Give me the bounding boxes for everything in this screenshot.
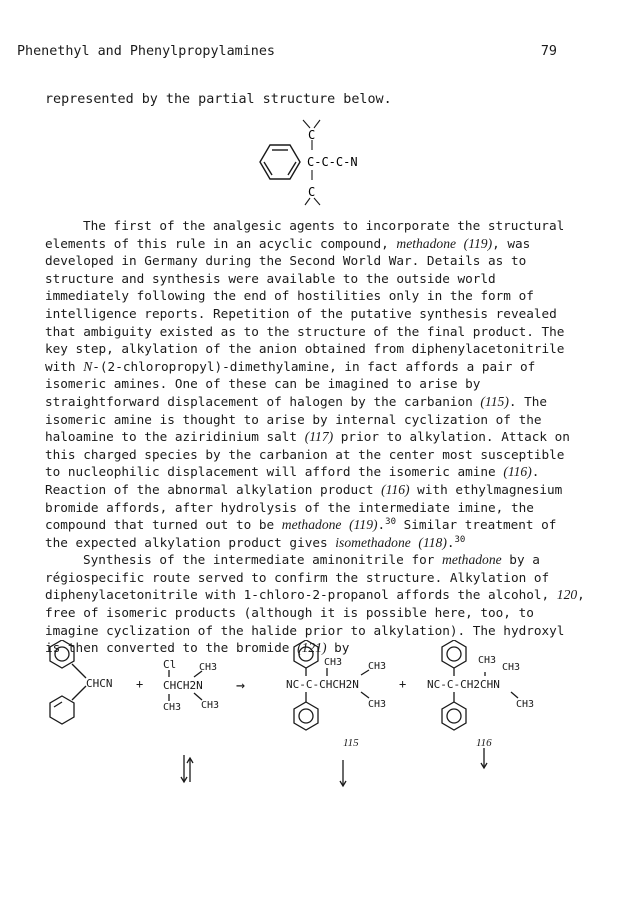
text-run: by a régiospecific route served to confirm the structure. Alkylation of diphenylacetonitrile with 1-chloro-2-propanol affords the alcohol, [45, 552, 557, 603]
plus-sign: + [399, 677, 407, 691]
paragraph-1 [45, 217, 585, 551]
structure-bottom-carbon: C [308, 185, 316, 199]
product2-ch3-right-bottom: CH3 [516, 699, 535, 710]
reactant2-ch3-top: CH3 [199, 662, 218, 673]
text-run: . The isomeric amine is thought to arise by internal cyclization of the haloamine to the aziridinium salt [45, 393, 548, 445]
running-header [17, 44, 557, 59]
italic-run: (116) [503, 464, 532, 480]
text-run: . [377, 517, 386, 533]
italic-run: (119) [349, 517, 378, 533]
text-run: Synthesis of the intermediate aminonitrile for [83, 552, 443, 568]
italic-run: methadone [396, 235, 457, 251]
italic-run: N [83, 358, 93, 374]
product2-ch3-top: CH3 [478, 655, 497, 666]
reactant2-formula: CHCH2N [163, 679, 203, 692]
reactant2-ch3-bottom: CH3 [163, 702, 182, 713]
text-run: The first of the analgesic agents to incorporate the structural elements of this rule in an acyclic compound, [45, 218, 565, 251]
equilibrium-arrow-icon [181, 755, 193, 782]
product1-ch3-right-top: CH3 [368, 661, 387, 672]
reactant2-ch3-right: CH3 [201, 700, 220, 711]
structure-chain: C-C-C-N [307, 155, 358, 169]
phenyl-ring-icon [294, 702, 318, 730]
phenyl-ring-icon [50, 696, 74, 724]
down-arrow-icon [340, 760, 346, 786]
running-title: Phenethyl and Phenylpropylamines [17, 44, 275, 59]
italic-run: methadone [442, 552, 502, 568]
partial-structure-figure [250, 118, 390, 208]
compound-label-115: 115 [343, 737, 359, 749]
italic-run: (121) [297, 640, 327, 656]
product1-ch3-top: CH3 [324, 657, 343, 668]
product1-formula: NC-C-CHCH2N [286, 678, 359, 691]
text-run: prior to alkylation. Attack on this charged species by the carbanion at the center most susceptible to nucleophilic displacement will afford the isomeric amine [45, 429, 570, 480]
reference-superscript: 30 [454, 534, 466, 545]
reactant2-chloro: Cl [163, 658, 177, 671]
phenyl-ring-icon [442, 702, 466, 730]
reaction-scheme [44, 640, 614, 790]
text-run: . [446, 534, 455, 550]
product2-ch3-right-top: CH3 [502, 662, 521, 673]
compound-label-116: 116 [476, 737, 492, 749]
phenyl-ring-icon [442, 640, 466, 668]
text-run: -(2-chloropropyl)-dimethylamine, in fact affords a pair of isomeric amines. One of these can be imagined to arise by straightforward displacement of halogen by the carbanion [45, 358, 536, 409]
down-arrow-icon [481, 748, 487, 768]
reactant1-formula: CHCN [86, 677, 113, 690]
italic-run: (118) [418, 534, 447, 550]
reference-superscript: 30 [385, 516, 397, 527]
italic-run: methadone [281, 517, 342, 533]
text-run: by [326, 640, 350, 656]
text-run: Similar treatment of the expected alkylation product gives [45, 517, 557, 550]
text-run: . Reaction of the abnormal alkylation product [45, 464, 540, 497]
text-run: with ethylmagnesium bromide affords, after hydrolysis of the intermediate imine, the compound that turned out to be [45, 481, 563, 533]
reaction-arrow: → [236, 676, 246, 694]
benzene-ring-icon [260, 145, 300, 179]
italic-run: (115) [480, 393, 509, 409]
text-run: , free of isomeric products (although it is possible here, too, to imagine cyclization of the halide prior to alkylation). The hydroxyl is then converted to the bromide [45, 587, 585, 656]
italic-run: 120 [556, 587, 578, 603]
structure-top-carbon: C [308, 128, 316, 142]
text-run [341, 517, 349, 532]
italic-run: isomethadone [335, 534, 411, 550]
italic-run: (116) [381, 481, 410, 497]
body-text [45, 217, 585, 657]
lead-text: represented by the partial structure below. [45, 92, 392, 107]
phenyl-ring-icon [50, 640, 74, 668]
page-number: 79 [540, 44, 557, 59]
plus-sign: + [136, 677, 144, 691]
phenyl-ring-icon [294, 640, 318, 668]
text-run: , was developed in Germany during the Second World War. Details as to structure and synthesis were available to the outside world immediately following the end of hostilities only in the form of intelligence reports. Repetition of the putative synthesis revealed that ambiguity existed as to the structure of the final product. The key step, alkylation of the anion obtained from diphenylacetonitrile with [45, 235, 565, 374]
product1-ch3-right-bottom: CH3 [368, 699, 387, 710]
italic-run: (117) [304, 429, 334, 445]
product2-formula: NC-C-CH2CHN [427, 678, 500, 691]
italic-run: (119) [463, 235, 493, 251]
text-run [456, 236, 464, 251]
